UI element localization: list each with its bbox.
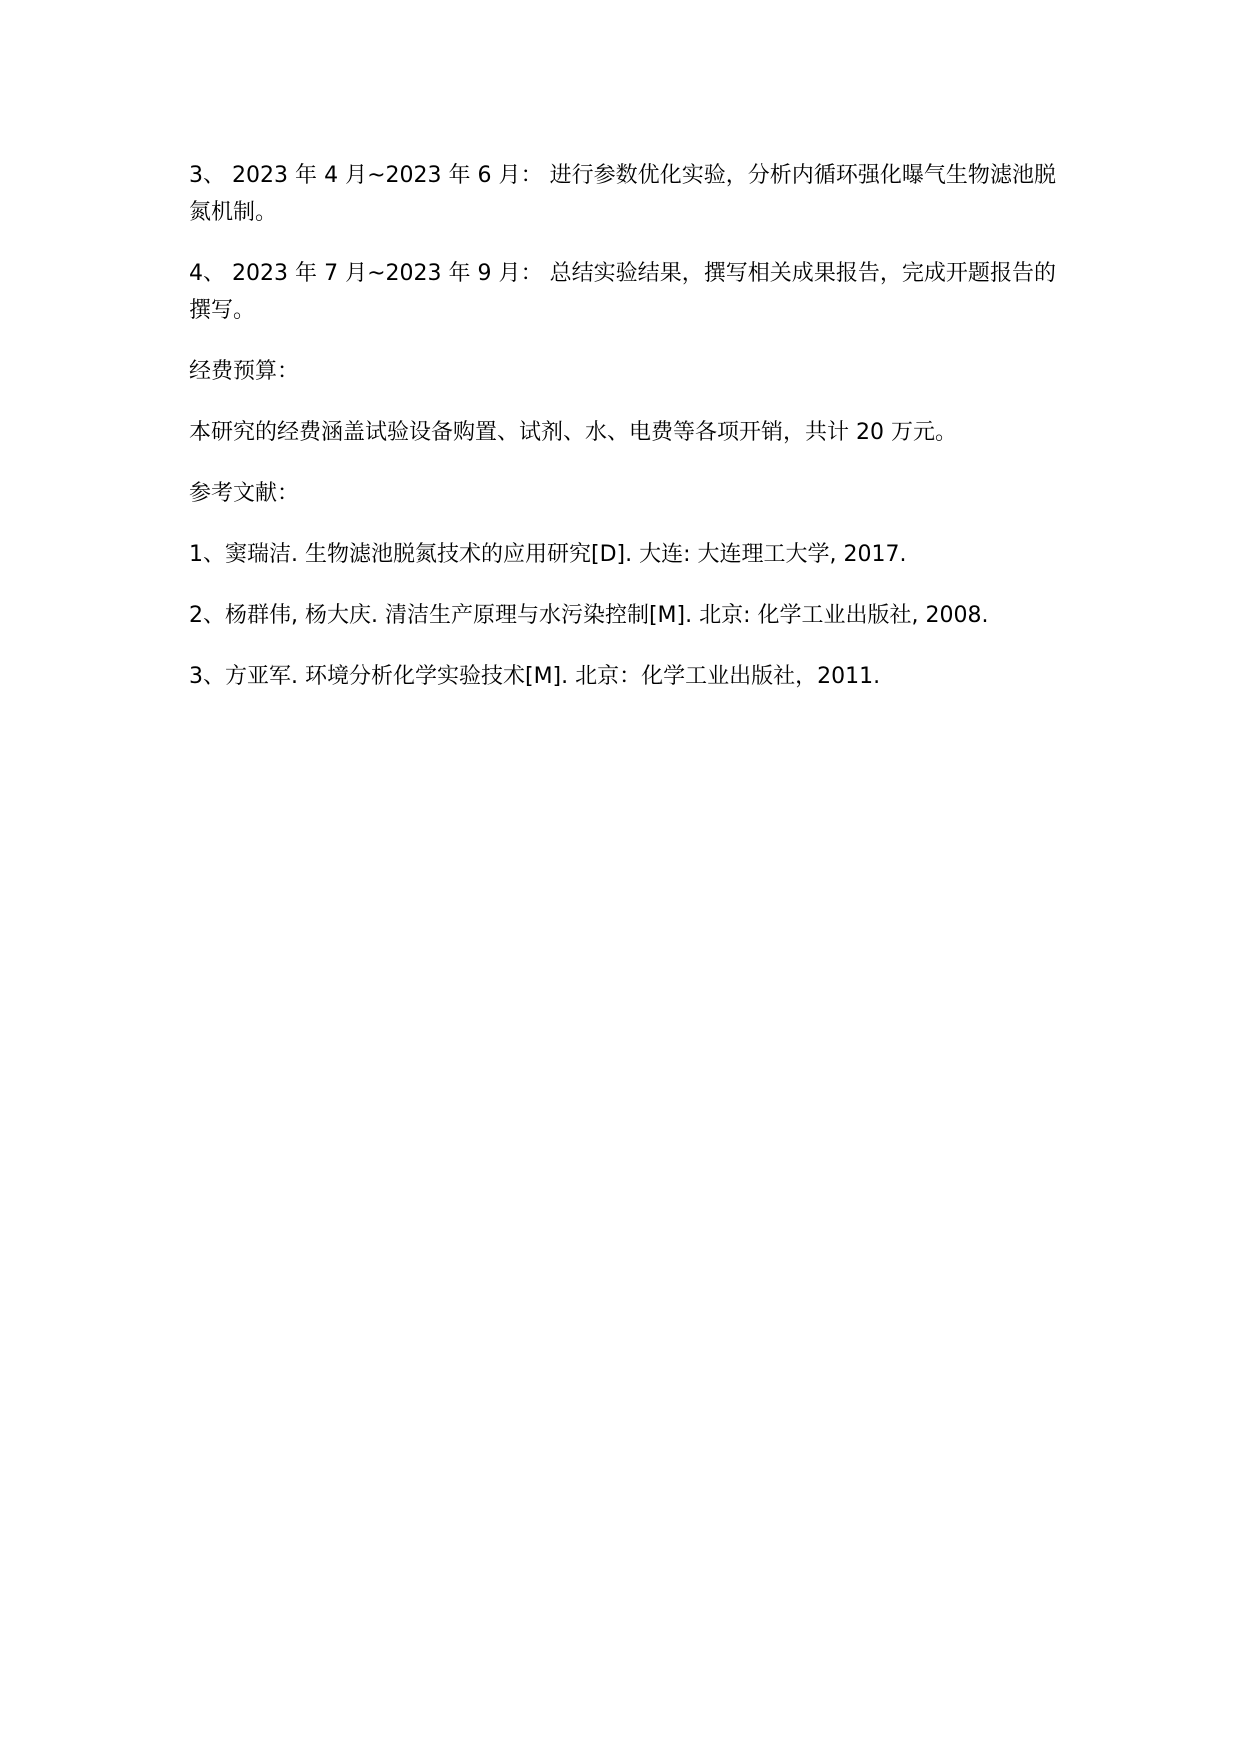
reference-item-1: 1、窦瑞洁. 生物滤池脱氮技术的应用研究[D]. 大连: 大连理工大学, 2017. <box>189 542 907 567</box>
references-heading: 参考文献： <box>189 481 300 506</box>
reference-item-3: 3、方亚军. 环境分析化学实验技术[M]. 北京：化学工业出版社，2011. <box>189 664 881 689</box>
budget-heading: 经费预算： <box>189 359 300 384</box>
reference-list <box>189 536 1056 695</box>
reference-item-2: 2、杨群伟, 杨大庆. 清洁生产原理与水污染控制[M]. 北京: 化学工业出版社, 2008. <box>189 603 989 628</box>
budget-text: 本研究的经费涵盖试验设备购置、试剂、水、电费等各项开销，共计 20 万元。 <box>189 420 957 445</box>
page-content <box>189 157 1056 719</box>
schedule-item-3: 3、 2023 年 4 月~2023 年 6 月： 进行参数优化实验，分析内循环强化曝气生物滤池脱氮机制。 <box>189 163 1056 225</box>
schedule-item-4: 4、 2023 年 7 月~2023 年 9 月： 总结实验结果，撰写相关成果报告，完成开题报告的撰写。 <box>189 261 1056 323</box>
